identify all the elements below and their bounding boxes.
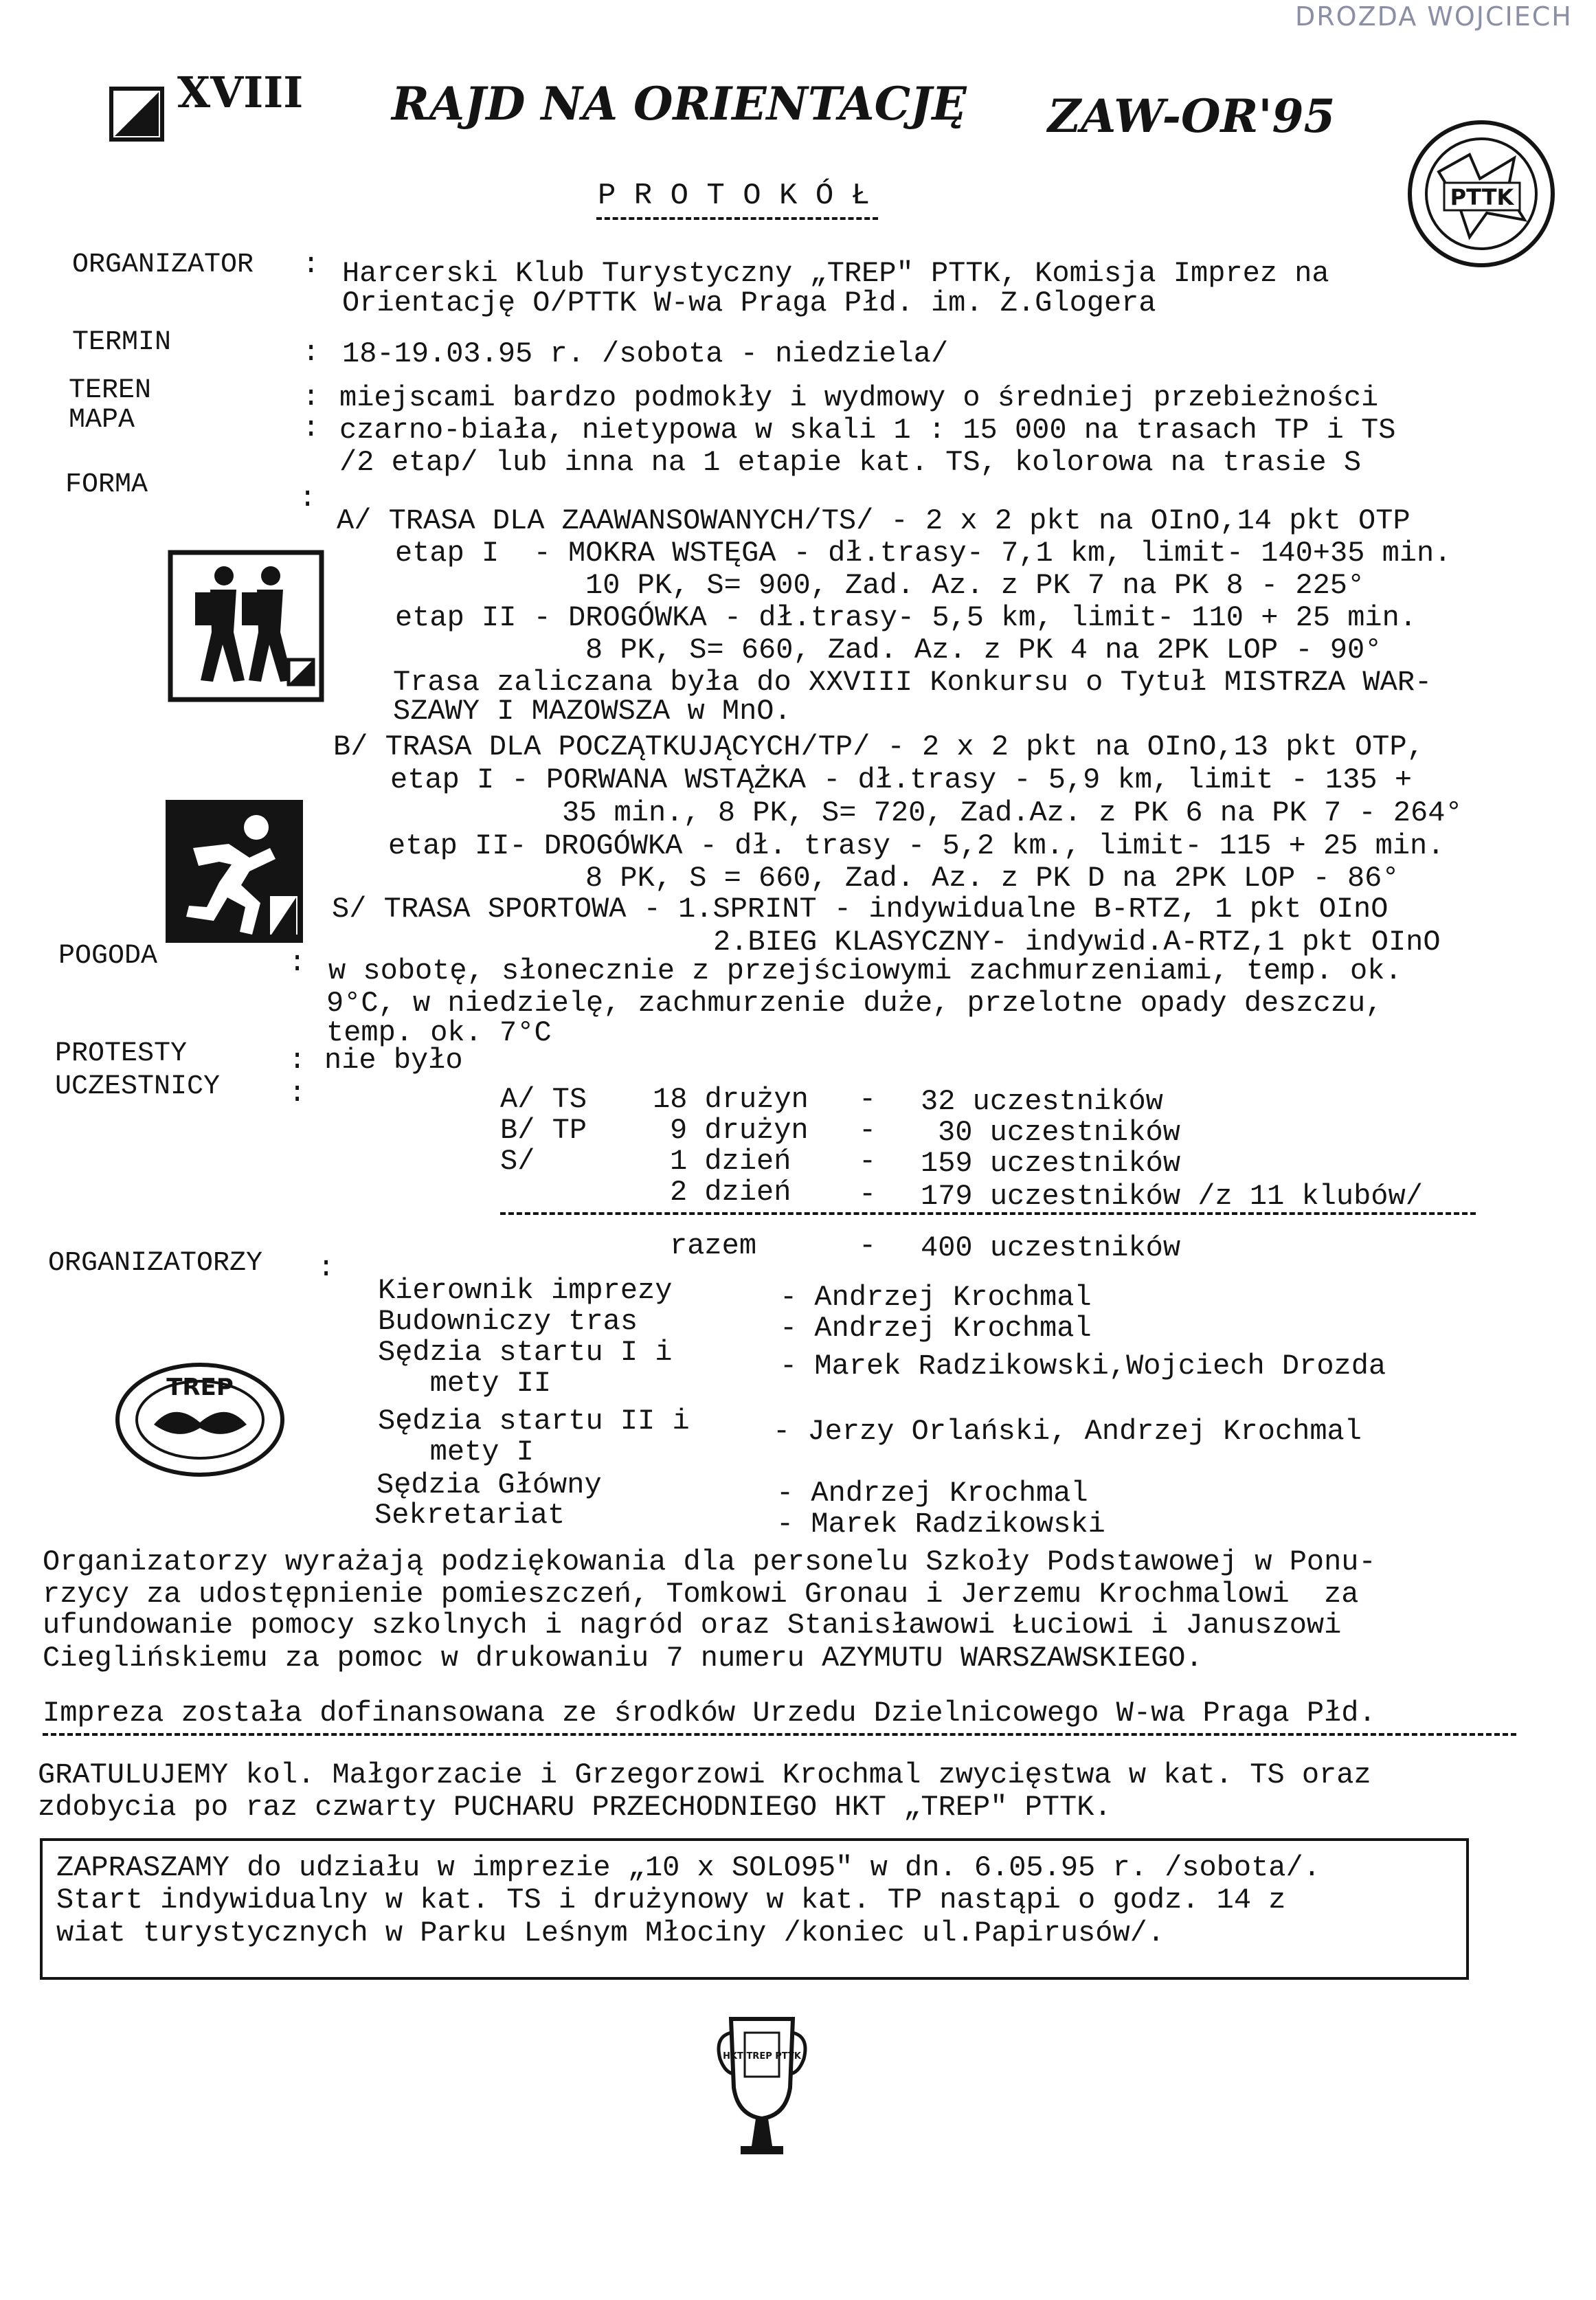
route-b-line-1: B/ TRASA DLA POCZĄTKUJĄCYCH/TP/ - 2 x 2 pkt na OInO,13 pkt OTP, xyxy=(333,730,1424,763)
event-code: ZAW-OR'95 xyxy=(1048,89,1336,143)
staff-name: - Marek Radzikowski xyxy=(776,1508,1105,1541)
terrain-colon: : xyxy=(302,381,320,414)
pttk-stamp-label: PTTK xyxy=(1450,184,1514,210)
document-subtitle: P R O T O K Ó Ł xyxy=(598,179,870,213)
participants-dash: - xyxy=(859,1178,877,1211)
staff-role: Kierownik imprezy xyxy=(378,1274,673,1307)
participants-category: S/ xyxy=(500,1145,535,1178)
staff-name: - Marek Radzikowski,Wojciech Drozda xyxy=(780,1350,1386,1383)
staff-role-continued: mety II xyxy=(378,1367,552,1400)
organizer-value-1: Harcerski Klub Turystyczny „TREP" PTTK, Komisja Imprez na xyxy=(342,257,1329,290)
total-label: razem xyxy=(670,1229,757,1262)
route-b-line-2: etap I - PORWANA WSTĄŻKA - dł.trasy - 5,9 km, limit - 135 + xyxy=(390,763,1413,796)
trep-stamp xyxy=(100,1347,275,1467)
route-s-line-1: S/ TRASA SPORTOWA - 1.SPRINT - indywidualne B-RTZ, 1 pkt OInO xyxy=(332,893,1389,926)
staff-role-continued: mety I xyxy=(378,1436,534,1469)
participants-category: A/ TS xyxy=(500,1083,587,1116)
participants-dash: - xyxy=(859,1145,877,1178)
funding-note: Impreza została dofinansowana ze środków Urzedu Dzielnicowego W-wa Praga Płd. xyxy=(43,1697,1376,1730)
total-dash: - xyxy=(859,1229,877,1262)
participants-teams: 18 drużyn xyxy=(653,1083,809,1116)
hikers-pictogram xyxy=(155,537,311,690)
route-b-line-4: etap II- DROGÓWKA - dł. trasy - 5,2 km., limit- 115 + 25 min. xyxy=(388,829,1445,862)
route-b-line-5: 8 PK, S = 660, Zad. Az. z PK D na 2PK LOP - 86° xyxy=(585,862,1400,895)
staff-name: - Andrzej Krochmal xyxy=(776,1477,1088,1510)
weather-label: POGODA xyxy=(58,941,158,972)
organizer-value-2: Orientację O/PTTK W-wa Praga Płd. im. Z.Glogera xyxy=(342,287,1156,320)
participants-colon: : xyxy=(289,1077,306,1110)
map-label: MAPA xyxy=(69,405,135,436)
protests-colon: : xyxy=(289,1044,306,1077)
staff-role: Budowniczy tras xyxy=(378,1305,638,1338)
staff-role: Sędzia Główny xyxy=(376,1469,602,1501)
protests-label: PROTESTY xyxy=(55,1038,188,1069)
participants-count: 30 uczestników xyxy=(938,1116,1180,1149)
thanks-line-2: rzycy za udostępnienie pomieszczeń, Tomkowi Gronau i Jerzemu Krochmalowi za xyxy=(43,1578,1359,1611)
trophy-stamp xyxy=(697,1993,800,2151)
congrats-line-2: zdobycia po raz czwarty PUCHARU PRZECHODNIEGO HKT „TREP" PTTK. xyxy=(38,1791,1112,1824)
form-colon: : xyxy=(299,482,317,515)
staff-name: - Andrzej Krochmal xyxy=(780,1281,1092,1314)
participants-dash: - xyxy=(859,1114,877,1147)
route-a-line-5: 8 PK, S= 660, Zad. Az. z PK 4 na 2PK LOP - 90° xyxy=(585,634,1382,667)
event-title: RAJD NA ORIENTACJĘ xyxy=(392,77,967,131)
organizer-label: ORGANIZATOR xyxy=(72,249,254,280)
subtitle-underline xyxy=(596,217,878,220)
participants-teams: 2 dzień xyxy=(670,1176,791,1209)
organizers-label: ORGANIZATORZY xyxy=(48,1248,263,1279)
form-label: FORMA xyxy=(65,469,148,500)
weather-colon: : xyxy=(289,946,306,979)
thanks-line-1: Organizatorzy wyrażają podziękowania dla personelu Szkoły Podstawowej w Ponu- xyxy=(43,1545,1376,1578)
staff-role: Sędzia startu II i xyxy=(378,1405,690,1438)
total-count: 400 uczestników xyxy=(921,1231,1181,1264)
map-value-2: /2 etap/ lub inna na 1 etapie kat. TS, kolorowa na trasie S xyxy=(339,446,1362,479)
thanks-line-3: ufundowanie pomocy szkolnych i nagród oraz Stanisławowi Łuciowi i Januszowi xyxy=(43,1609,1342,1642)
participants-separator xyxy=(500,1212,1476,1215)
participants-dash: - xyxy=(859,1083,877,1116)
route-a-line-3: 10 PK, S= 900, Zad. Az. z PK 7 na PK 8 - 225° xyxy=(585,569,1365,602)
thanks-line-4: Cieglińskiemu za pomoc w drukowaniu 7 numeru AZYMUTU WARSZAWSKIEGO. xyxy=(43,1642,1203,1675)
participants-teams: 9 drużyn xyxy=(670,1114,809,1147)
route-s-line-2: 2.BIEG KLASYCZNY- indywid.A-RTZ,1 pkt OInO xyxy=(713,926,1441,959)
route-a-line-1: A/ TRASA DLA ZAAWANSOWANYCH/TS/ - 2 x 2 pkt na OInO,14 pkt OTP xyxy=(337,504,1410,537)
trep-stamp-label: TREP xyxy=(166,1374,234,1401)
terrain-label: TEREN xyxy=(69,375,152,406)
edition-number: XVIII xyxy=(177,67,304,118)
funding-underline xyxy=(43,1733,1516,1736)
weather-line-2: 9°C, w niedzielę, zachmurzenie duże, przelotne opady deszczu, xyxy=(326,987,1383,1020)
congrats-line-1: GRATULUJEMY kol. Małgorzacie i Grzegorzowi Krochmal zwycięstwa w kat. TS oraz xyxy=(38,1759,1371,1791)
participants-count: 179 uczestników /z 11 klubów/ xyxy=(921,1180,1423,1213)
map-value-1: czarno-biała, nietypowa w skali 1 : 15 000 na trasach TP i TS xyxy=(339,414,1396,447)
staff-name: - Jerzy Orlański, Andrzej Krochmal xyxy=(773,1415,1362,1448)
staff-role: Sekretariat xyxy=(374,1499,565,1532)
route-a-line-6: Trasa zaliczana była do XXVIII Konkursu o Tytuł MISTRZA WAR- xyxy=(393,666,1432,699)
organizers-colon: : xyxy=(317,1251,335,1284)
invitation-line-2: Start indywidualny w kat. TS i drużynowy w kat. TP nastąpi o godz. 14 z xyxy=(56,1884,1286,1917)
orienteering-flag-icon xyxy=(96,74,151,129)
route-a-line-7: SZAWY I MAZOWSZA w MnO. xyxy=(393,695,791,728)
participants-teams: 1 dzień xyxy=(670,1145,791,1178)
handwritten-note: DROZDA WOJCIECH xyxy=(1295,1,1573,32)
route-a-line-4: etap II - DROGÓWKA - dł.trasy- 5,5 km, limit- 110 + 25 min. xyxy=(395,601,1417,634)
route-b-line-3: 35 min., 8 PK, S= 720, Zad.Az. z PK 6 na PK 7 - 264° xyxy=(562,796,1463,829)
weather-line-1: w sobotę, słonecznie z przejściowymi zachmurzeniami, temp. ok. xyxy=(328,954,1402,987)
route-a-line-2: etap I - MOKRA WSTĘGA - dł.trasy- 7,1 km, limit- 140+35 min. xyxy=(395,537,1452,570)
date-colon: : xyxy=(302,336,320,369)
invitation-line-1: ZAPRASZAMY do udziału w imprezie „10 x SOLO95" w dn. 6.05.95 r. /sobota/. xyxy=(56,1851,1320,1884)
weather-line-3: temp. ok. 7°C xyxy=(326,1016,552,1049)
staff-name: - Andrzej Krochmal xyxy=(780,1312,1092,1345)
trophy-stamp-label: HKT TREP PTTK xyxy=(723,2051,802,2062)
invitation-line-3: wiat turystycznych w Parku Leśnym Młociny /koniec ul.Papirusów/. xyxy=(56,1917,1165,1950)
runner-pictogram xyxy=(153,788,290,930)
pttk-stamp xyxy=(1391,104,1546,259)
participants-count: 159 uczestników xyxy=(921,1147,1181,1180)
date-label: TERMIN xyxy=(72,327,172,358)
participants-count: 32 uczestników xyxy=(921,1085,1163,1118)
organizer-colon: : xyxy=(302,248,320,281)
terrain-value: miejscami bardzo podmokły i wydmowy o średniej przebieżności xyxy=(339,381,1379,414)
participants-category: B/ TP xyxy=(500,1114,587,1147)
participants-label: UCZESTNICY xyxy=(55,1071,221,1102)
date-value: 18-19.03.95 r. /sobota - niedziela/ xyxy=(342,337,949,370)
staff-role: Sędzia startu I i xyxy=(378,1336,673,1369)
protests-value: nie było xyxy=(324,1044,463,1077)
map-colon: : xyxy=(302,412,320,445)
